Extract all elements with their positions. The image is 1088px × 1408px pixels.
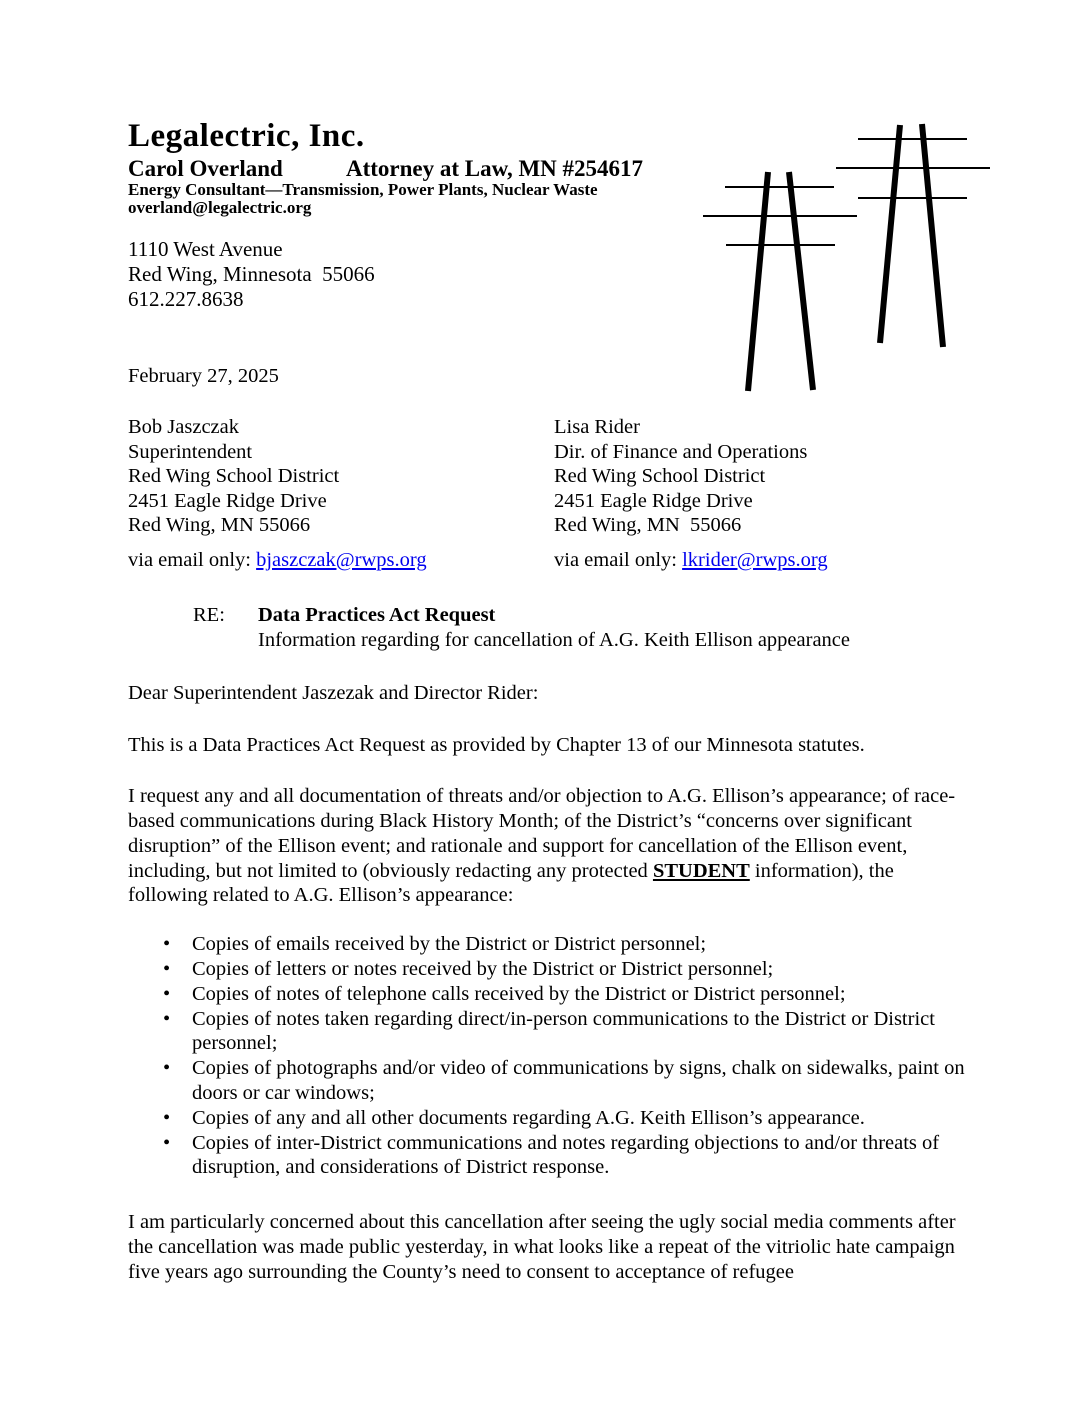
recipient-name: Lisa Rider — [554, 416, 640, 438]
via-email-line — [554, 548, 980, 573]
attorney-title: Attorney at Law, MN #254617 — [346, 156, 644, 181]
recipient-street: 2451 Eagle Ridge Drive — [554, 489, 753, 512]
re-subject-line2: Information regarding for cancellation of A.G. Keith Ellison appearance — [258, 628, 850, 651]
address-line1: 1110 West Avenue — [128, 237, 283, 261]
list-item: • Copies of notes of telephone calls received by the District or District personnel; — [128, 982, 980, 1007]
list-item: • Copies of inter-District communications and notes regarding objections to and/or threats of disruption, and considerations of District response. — [128, 1131, 980, 1181]
re-block — [193, 603, 980, 653]
recipient-blocks — [128, 415, 980, 573]
recipient-title: Dir. of Finance and Operations — [554, 440, 808, 463]
tagline: Energy Consultant—Transmission, Power Plants, Nuclear Waste — [128, 180, 598, 199]
recipient-name: Bob Jaszczak — [128, 416, 239, 438]
recipient-city: Red Wing, MN 55066 — [128, 514, 311, 536]
request-paragraph — [128, 784, 976, 908]
letter-date: February 27, 2025 — [128, 365, 279, 387]
request-paragraph-part1: I request any and all documentation of threats and/or objection to A.G. Ellison’s appearance; of race-based communications during Black History Month; of the District’s “concerns over significant disruption” of the Ellison event; and rationale and support for cancellation of the Ellison event, including, but not limited to (obviously redacting any protected — [128, 785, 956, 882]
recipient-org: Red Wing School District — [554, 465, 766, 487]
request-paragraph-part2: information), the following related to A.G. Ellison’s appearance: — [128, 859, 894, 907]
list-item: • Copies of notes taken regarding direct/in-person communications to the District or District personnel; — [128, 1007, 980, 1057]
list-item: • Copies of any and all other documents regarding A.G. Keith Ellison’s appearance. — [128, 1106, 980, 1131]
list-item: • Copies of photographs and/or video of communications by signs, chalk on sidewalks, paint on doors or car windows; — [128, 1056, 980, 1106]
phone-number: 612.227.8638 — [128, 287, 244, 311]
letterhead-email: overland@legalectric.org — [128, 198, 312, 217]
via-email-line — [128, 548, 554, 573]
list-item: • Copies of letters or notes received by the District or District personnel; — [128, 957, 980, 982]
re-subject: Data Practices Act Request — [258, 603, 496, 626]
recipient-email-link[interactable]: bjaszczak@rwps.org — [256, 548, 427, 571]
recipient-left — [128, 415, 554, 573]
student-emphasis: STUDENT — [652, 859, 750, 882]
intro-paragraph: This is a Data Practices Act Request as provided by Chapter 13 of our Minnesota statutes. — [128, 733, 865, 756]
attorney-name: Carol Overland — [128, 156, 283, 181]
re-label: RE: — [193, 603, 225, 626]
closing-paragraph: I am particularly concerned about this cancellation after seeing the ugly social media comments after the cancellation was made public yesterday, in what looks like a repeat of the vitriolic hate campaign five years ago surrounding the County’s need to consent to acceptance of refugee — [128, 1211, 956, 1283]
request-list — [128, 932, 980, 1180]
recipient-email-link[interactable]: lkrider@rwps.org — [682, 548, 828, 571]
re-subject-lines — [258, 603, 850, 653]
via-email-label: via email only: — [554, 548, 683, 571]
recipient-street: 2451 Eagle Ridge Drive — [128, 489, 327, 512]
transmission-towers-icon — [680, 110, 1010, 400]
company-name: Legalectric, Inc. — [128, 118, 365, 154]
address-line2: Red Wing, Minnesota 55066 — [128, 262, 375, 286]
recipient-city: Red Wing, MN 55066 — [554, 514, 742, 536]
recipient-right — [554, 415, 980, 573]
recipient-org: Red Wing School District — [128, 465, 340, 487]
salutation: Dear Superintendent Jaszezak and Director Rider: — [128, 681, 539, 704]
via-email-label: via email only: — [128, 548, 257, 571]
list-item: • Copies of emails received by the District or District personnel; — [128, 932, 980, 957]
recipient-title: Superintendent — [128, 440, 253, 463]
